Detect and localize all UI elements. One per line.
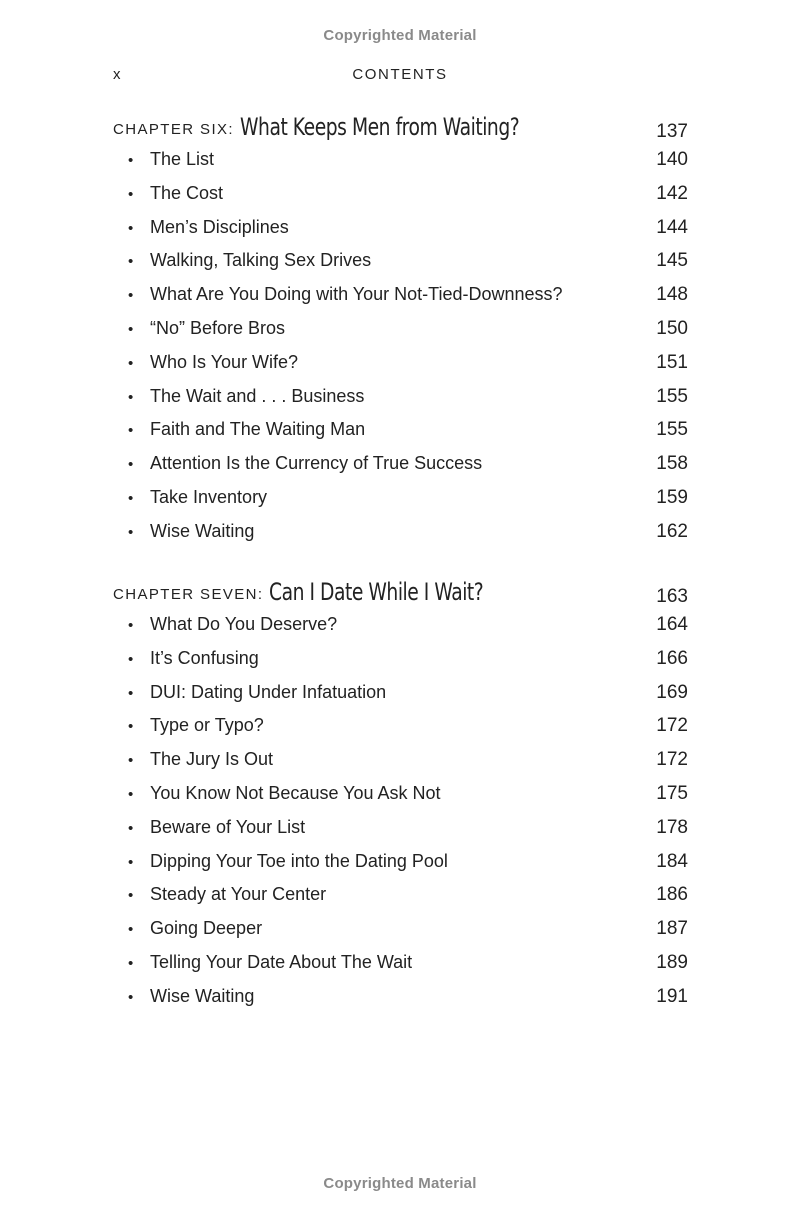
entry-title: Men’s Disciplines xyxy=(150,216,289,237)
entry-title: Beware of Your List xyxy=(150,816,306,837)
bullet-icon: • xyxy=(128,718,134,736)
entry-title: Going Deeper xyxy=(150,918,263,939)
bullet-icon: • xyxy=(128,253,134,271)
bullet-icon: • xyxy=(128,287,134,305)
entry-page-number: 155 xyxy=(656,419,688,441)
entry-page-number: 178 xyxy=(656,816,688,838)
chapter-six-entries xyxy=(0,147,800,553)
entry-page-number: 172 xyxy=(656,749,688,771)
entry-title: Faith and The Waiting Man xyxy=(150,419,366,440)
toc-entry xyxy=(0,485,800,519)
chapter-label xyxy=(113,578,544,606)
toc-entry xyxy=(0,147,800,181)
entry-title: What Are You Doing with Your Not-Tied-Downness? xyxy=(150,284,563,305)
bullet-icon: • xyxy=(128,752,134,770)
entry-title: Who Is Your Wife? xyxy=(150,351,299,372)
entry-title: Steady at Your Center xyxy=(150,884,327,905)
toc-entry xyxy=(0,519,800,553)
entry-page-number: 150 xyxy=(656,317,688,339)
entry-page-number: 186 xyxy=(656,884,688,906)
entry-title: You Know Not Because You Ask Not xyxy=(150,782,441,803)
entry-page-number: 187 xyxy=(656,918,688,940)
toc-entry xyxy=(0,646,800,680)
running-head-title: CONTENTS xyxy=(352,66,448,83)
entry-page-number: 191 xyxy=(656,985,688,1007)
bullet-icon: • xyxy=(128,320,134,338)
chapter-heading xyxy=(0,578,800,612)
bullet-icon: • xyxy=(128,388,134,406)
bullet-icon: • xyxy=(128,219,134,237)
bullet-icon: • xyxy=(128,785,134,803)
entry-title: What Do You Deserve? xyxy=(150,614,338,634)
entry-page-number: 140 xyxy=(656,149,688,170)
chapter-label xyxy=(113,113,598,141)
chapter-heading xyxy=(0,113,800,147)
chapter-seven xyxy=(0,578,800,1018)
toc-entry xyxy=(0,713,800,747)
toc-entry xyxy=(0,451,800,485)
entry-title: Walking, Talking Sex Drives xyxy=(150,250,372,271)
watermark-top: Copyrighted Material xyxy=(323,27,477,44)
entry-page-number: 142 xyxy=(656,182,688,204)
entry-page-number: 151 xyxy=(656,351,688,373)
chapter-page-number: 137 xyxy=(656,121,688,142)
toc-entry xyxy=(0,882,800,916)
toc-entry xyxy=(0,747,800,781)
toc-entry xyxy=(0,248,800,282)
entry-page-number: 159 xyxy=(656,486,688,508)
chapter-six xyxy=(0,113,800,553)
toc-entry xyxy=(0,815,800,849)
bullet-icon: • xyxy=(128,354,134,372)
entry-page-number: 162 xyxy=(656,520,688,542)
entry-title: Take Inventory xyxy=(150,486,268,507)
entry-title: Dipping Your Toe into the Dating Pool xyxy=(150,850,448,871)
bullet-icon: • xyxy=(128,988,134,1006)
toc-entry xyxy=(0,680,800,714)
chapter-seven-entries xyxy=(0,612,800,1018)
bullet-icon: • xyxy=(128,422,134,440)
bullet-icon: • xyxy=(128,954,134,972)
entry-page-number: 158 xyxy=(656,453,688,475)
page-number: x xyxy=(113,66,121,83)
entry-title: The Cost xyxy=(150,182,224,203)
toc-entry xyxy=(0,350,800,384)
entry-title: “No” Before Bros xyxy=(150,317,286,338)
bullet-icon: • xyxy=(128,921,134,939)
bullet-icon: • xyxy=(128,853,134,871)
bullet-icon: • xyxy=(128,650,134,668)
entry-title: It’s Confusing xyxy=(150,647,259,668)
entry-title: DUI: Dating Under Infatuation xyxy=(150,681,387,702)
entry-page-number: 189 xyxy=(656,951,688,973)
entry-title: The Wait and . . . Business xyxy=(150,385,365,406)
bullet-icon: • xyxy=(128,523,134,541)
entry-title: Type or Typo? xyxy=(150,715,264,736)
entry-page-number: 144 xyxy=(656,216,688,238)
toc-entry xyxy=(0,316,800,350)
toc-entry xyxy=(0,417,800,451)
toc-entry xyxy=(0,984,800,1018)
running-head xyxy=(0,66,800,86)
toc-entry xyxy=(0,612,800,646)
bullet-icon: • xyxy=(128,456,134,474)
toc-entry xyxy=(0,282,800,316)
bullet-icon: • xyxy=(128,617,134,634)
entry-page-number: 169 xyxy=(656,681,688,703)
bullet-icon: • xyxy=(128,489,134,507)
chapter-title: What Keeps Men from Waiting? xyxy=(239,113,519,141)
bullet-icon: • xyxy=(128,887,134,905)
chapter-number: CHAPTER SEVEN: xyxy=(113,586,264,603)
entry-title: Wise Waiting xyxy=(150,985,255,1006)
toc-entry xyxy=(0,849,800,883)
toc-entry xyxy=(0,215,800,249)
bullet-icon: • xyxy=(128,819,134,837)
entry-title: Wise Waiting xyxy=(150,520,255,541)
toc-entry xyxy=(0,384,800,418)
entry-title: Attention Is the Currency of True Success xyxy=(150,453,483,474)
entry-page-number: 148 xyxy=(656,284,688,306)
chapter-title: Can I Date While I Wait? xyxy=(269,578,484,606)
entry-page-number: 172 xyxy=(656,715,688,737)
bullet-icon: • xyxy=(128,152,134,169)
bullet-icon: • xyxy=(128,185,134,203)
entry-page-number: 155 xyxy=(656,385,688,407)
toc-entry xyxy=(0,916,800,950)
entry-title: The List xyxy=(150,149,215,169)
toc-entry xyxy=(0,781,800,815)
chapter-page-number: 163 xyxy=(656,586,688,607)
chapter-number: CHAPTER SIX: xyxy=(113,121,234,138)
entry-title: The Jury Is Out xyxy=(150,749,274,770)
bullet-icon: • xyxy=(128,684,134,702)
entry-page-number: 145 xyxy=(656,250,688,272)
watermark-bottom: Copyrighted Material xyxy=(323,1175,477,1192)
toc-entry xyxy=(0,950,800,984)
entry-title: Telling Your Date About The Wait xyxy=(150,951,413,972)
entry-page-number: 166 xyxy=(656,647,688,669)
toc-entry xyxy=(0,181,800,215)
entry-page-number: 175 xyxy=(656,782,688,804)
entry-page-number: 164 xyxy=(656,614,688,635)
entry-page-number: 184 xyxy=(656,850,688,872)
